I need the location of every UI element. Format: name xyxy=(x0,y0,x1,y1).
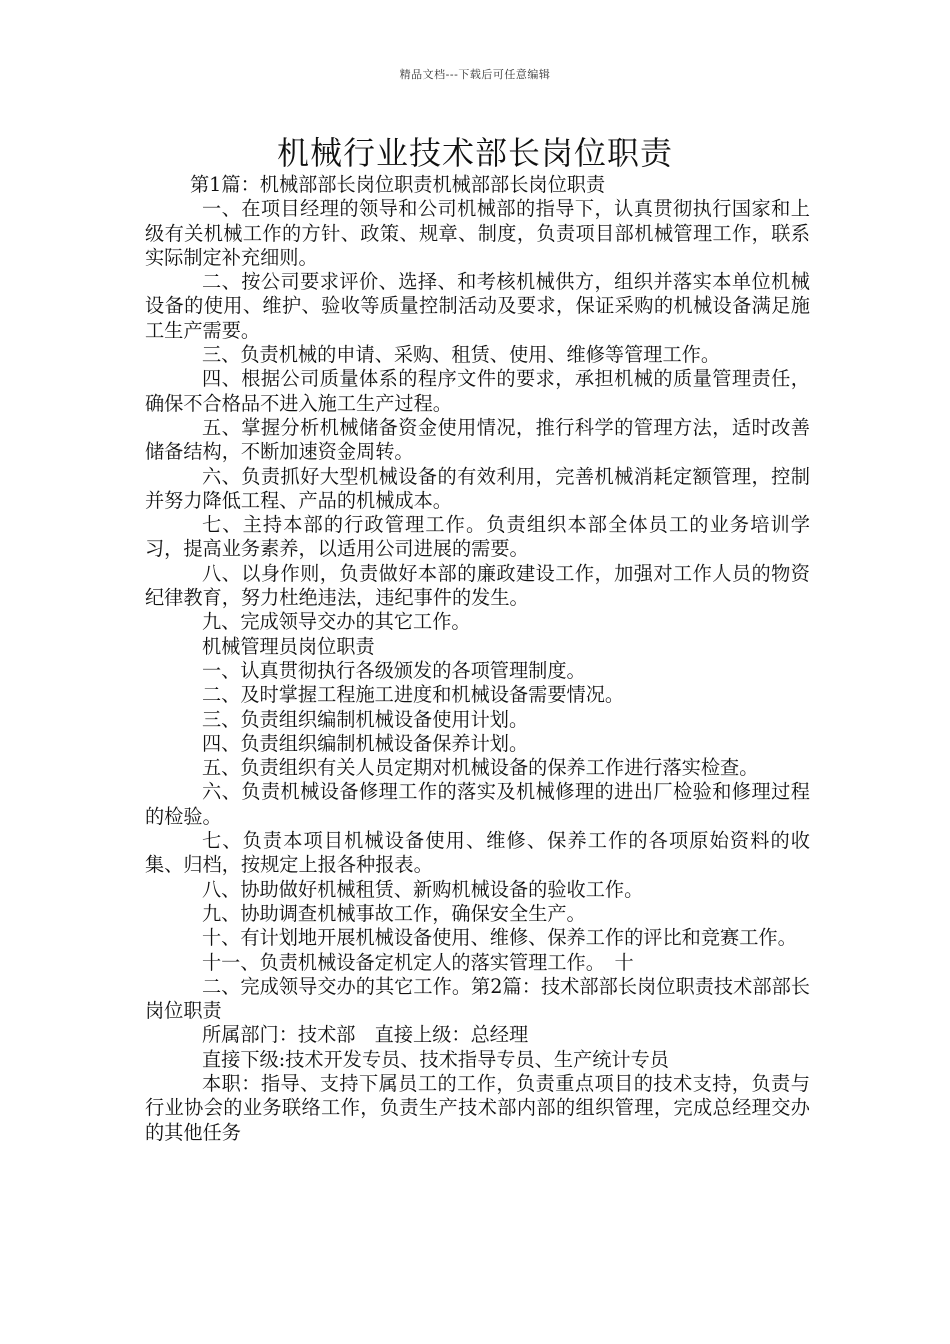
paragraph: 八、以身作则，负责做好本部的廉政建设工作，加强对工作人员的物资纪律教育，努力杜绝违法，违纪事件的发生。 xyxy=(145,561,810,610)
section-heading: 机械管理员岗位职责 xyxy=(202,634,375,658)
paragraph: 二、按公司要求评价、选择、和考核机械供方，组织并落实本单位机械设备的使用、维护、验收等质量控制活动及要求，保证采购的机械设备满足施工生产需要。 xyxy=(145,270,810,342)
paragraph: 五、掌握分析机械储备资金使用情况，推行科学的管理方法，适时改善储备结构，不断加速资金周转。 xyxy=(145,415,810,464)
paragraph: 四、根据公司质量体系的程序文件的要求，承担机械的质量管理责任，确保不合格品不进入施工生产过程。 xyxy=(145,367,810,415)
paragraph: 四、负责组织编制机械设备保养计划。 xyxy=(202,731,529,755)
paragraph: 三、负责机械的申请、采购、租赁、使用、维修等管理工作。 xyxy=(202,343,721,367)
paragraph: 一、在项目经理的领导和公司机械部的指导下，认真贯彻执行国家和上级有关机械工作的方针、政策、规章、制度，负责项目部机械管理工作，联系实际制定补充细则。 xyxy=(145,197,810,269)
paragraph: 直接下级:技术开发专员、技术指导专员、生产统计专员 xyxy=(202,1047,669,1071)
paragraph: 本职：指导、支持下属员工的工作，负责重点项目的技术支持，负责与行业协会的业务联络工作，负责生产技术部内部的组织管理，完成总经理交办的其他任务 xyxy=(145,1071,810,1144)
paragraph: 九、协助调查机械事故工作，确保安全生产。 xyxy=(202,901,586,925)
document-body xyxy=(145,173,810,1145)
paragraph: 所属部门：技术部 直接上级：总经理 xyxy=(202,1023,529,1047)
paragraph: 十、有计划地开展机械设备使用、维修、保养工作的评比和竞赛工作。 xyxy=(202,926,797,950)
paragraph: 一、认真贯彻执行各级颁发的各项管理制度。 xyxy=(202,658,586,682)
paragraph: 二、完成领导交办的其它工作。第2篇：技术部部长岗位职责技术部部长岗位职责 xyxy=(145,974,810,1023)
paragraph: 八、协助做好机械租赁、新购机械设备的验收工作。 xyxy=(202,877,644,901)
paragraph: 六、负责抓好大型机械设备的有效利用，完善机械消耗定额管理，控制并努力降低工程、产品的机械成本。 xyxy=(145,464,810,512)
paragraph: 五、负责组织有关人员定期对机械设备的保养工作进行落实检查。 xyxy=(202,756,759,780)
paragraph: 六、负责机械设备修理工作的落实及机械修理的进出厂检验和修理过程的检验。 xyxy=(145,780,810,828)
paragraph: 七、主持本部的行政管理工作。负责组织本部全体员工的业务培训学习，提高业务素养，以适用公司进展的需要。 xyxy=(145,513,810,561)
paragraph: 七、负责本项目机械设备使用、维修、保养工作的各项原始资料的收集、归档，按规定上报各种报表。 xyxy=(145,829,810,877)
section-heading: 第1篇：机械部部长岗位职责机械部部长岗位职责 xyxy=(190,173,606,196)
paragraph: 三、负责组织编制机械设备使用计划。 xyxy=(202,707,529,731)
page-header: 精品文档---下载后可任意编辑 xyxy=(399,68,551,81)
document-title: 机械行业技术部长岗位职责 xyxy=(276,134,673,172)
paragraph: 十一、负责机械设备定机定人的落实管理工作。 十 xyxy=(202,950,634,974)
paragraph: 九、完成领导交办的其它工作。 xyxy=(202,610,471,634)
paragraph: 二、及时掌握工程施工进度和机械设备需要情况。 xyxy=(202,683,625,707)
